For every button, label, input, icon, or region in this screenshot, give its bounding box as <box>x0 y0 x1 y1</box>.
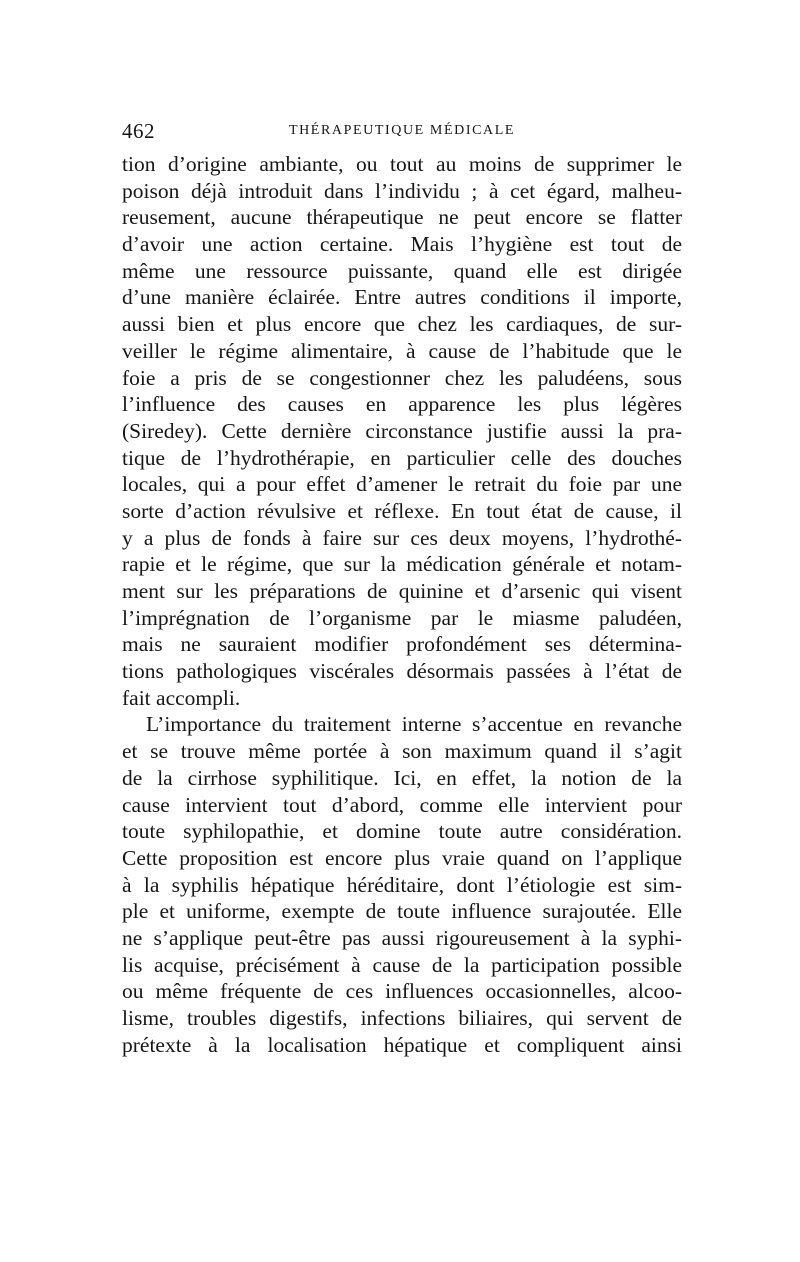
text-line: et se trouve même portée à son maximum quand il s’agit <box>122 739 682 764</box>
text-line: sorte d’action révulsive et réflexe. En tout état de cause, il <box>122 498 682 523</box>
text-line: aussi bien et plus encore que chez les cardiaques, de sur- <box>122 312 682 337</box>
text-line: rapie et le régime, que sur la médication générale et notam- <box>122 552 682 577</box>
text-line: L’importance du traitement interne s’accentue en revanche <box>146 712 682 737</box>
text-line: ple et uniforme, exempte de toute influence surajoutée. Elle <box>122 899 682 924</box>
text-line: toute syphilopathie, et domine toute autre considération. <box>122 819 682 844</box>
text-line: mais ne sauraient modifier profondément ses détermina- <box>122 632 682 657</box>
text-line: tique de l’hydrothérapie, en particulier celle des douches <box>122 445 682 470</box>
text-line: poison déjà introduit dans l’individu ; à cet égard, malheu- <box>122 178 682 203</box>
text-line: ou même fréquente de ces influences occasionnelles, alcoo- <box>122 979 682 1004</box>
running-head <box>122 119 682 143</box>
text-line: l’influence des causes en apparence les plus légères <box>122 392 682 417</box>
page-number: 462 <box>122 119 155 143</box>
text-line: à la syphilis hépatique héréditaire, dont l’étiologie est sim- <box>122 872 682 897</box>
text-line: tion d’origine ambiante, ou tout au moins de supprimer le <box>122 152 682 176</box>
text-line: reusement, aucune thérapeutique ne peut encore se flatter <box>122 205 682 230</box>
text-line: Cette proposition est encore plus vraie quand on l’applique <box>122 845 682 870</box>
text-line: foie a pris de se congestionner chez les paludéens, sous <box>122 365 682 390</box>
text-line: (Siredey). Cette dernière circonstance justifie aussi la pra- <box>122 418 682 443</box>
paragraph-1 <box>122 151 682 711</box>
text-line: cause intervient tout d’abord, comme elle intervient pour <box>122 792 682 817</box>
text-line: même une ressource puissante, quand elle est dirigée <box>122 258 682 283</box>
text-line: ne s’applique peut-être pas aussi rigoureusement à la syphi- <box>122 925 682 950</box>
text-line: prétexte à la localisation hépatique et compliquent ainsi <box>122 1032 682 1057</box>
body-text <box>122 151 682 1058</box>
text-line: d’avoir une action certaine. Mais l’hygiène est tout de <box>122 232 682 257</box>
text-line: de la cirrhose syphilitique. Ici, en effet, la notion de la <box>122 765 682 790</box>
running-title: THÉRAPEUTIQUE MÉDICALE <box>288 123 516 138</box>
text-line: lisme, troubles digestifs, infections biliaires, qui servent de <box>122 1006 682 1030</box>
text-line: y a plus de fonds à faire sur ces deux moyens, l’hydrothé- <box>122 525 682 550</box>
text-line: tions pathologiques viscérales désormais passées à l’état de <box>122 659 682 684</box>
text-line: d’une manière éclairée. Entre autres conditions il importe, <box>122 285 682 310</box>
text-line: fait accompli. <box>122 685 241 710</box>
text-line: lis acquise, précisément à cause de la participation possible <box>122 952 682 977</box>
text-line: veiller le régime alimentaire, à cause de l’habitude que le <box>122 338 682 363</box>
text-line: locales, qui a pour effet d’amener le retrait du foie par une <box>122 472 682 497</box>
paragraph-2 <box>122 711 682 1058</box>
text-line: l’imprégnation de l’organisme par le miasme paludéen, <box>122 605 682 630</box>
text-line: ment sur les préparations de quinine et d’arsenic qui visent <box>122 579 682 603</box>
